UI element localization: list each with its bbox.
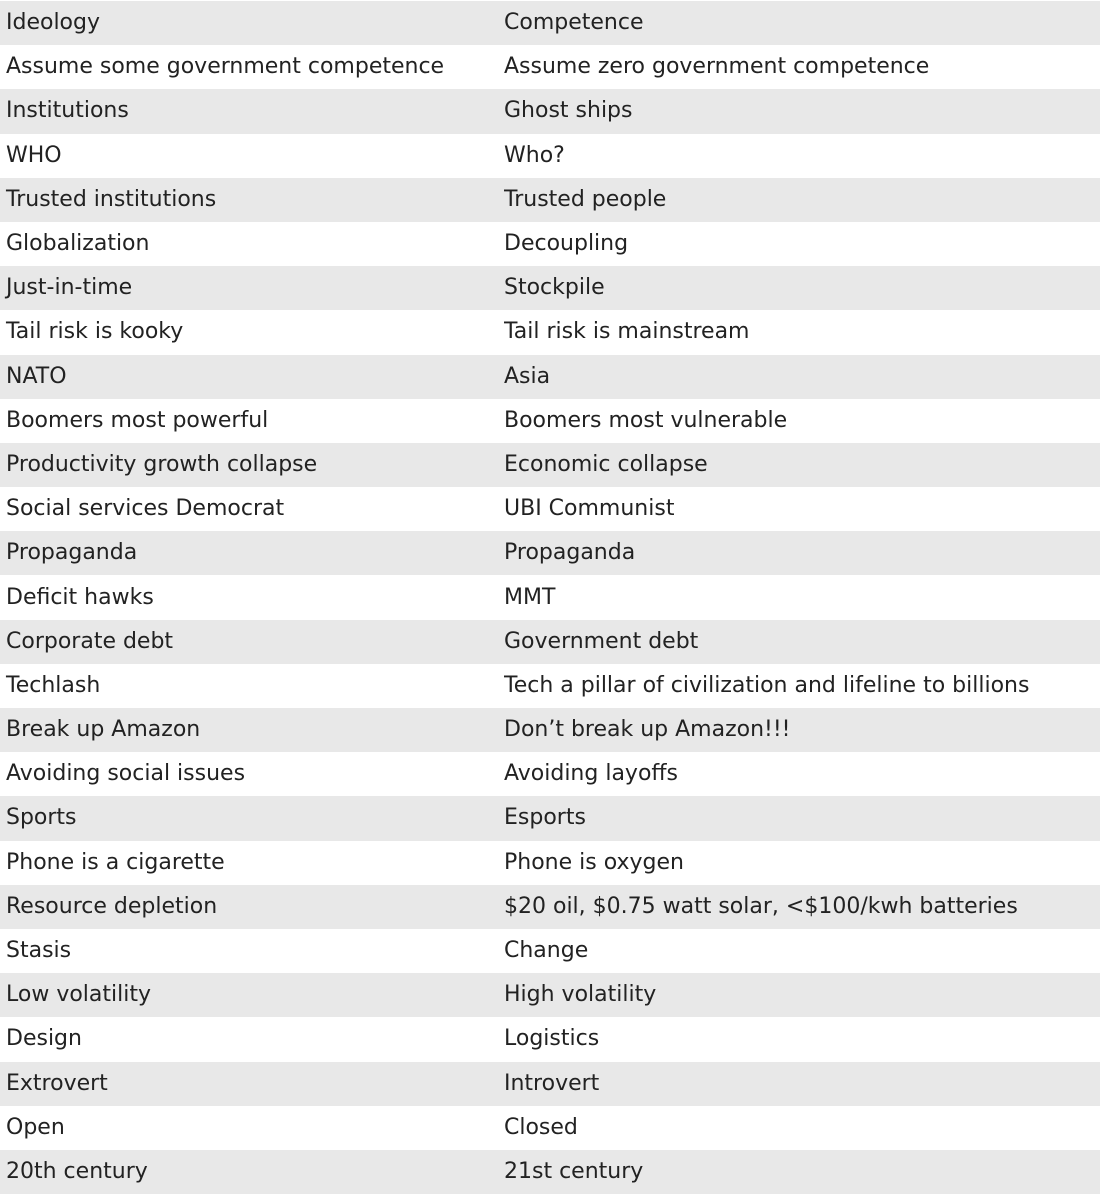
right-cell: Boomers most vulnerable — [504, 409, 788, 432]
table-row — [0, 664, 1100, 708]
table-row — [0, 1106, 1100, 1150]
left-cell: Just-in-time — [6, 277, 133, 300]
left-cell: Productivity growth collapse — [6, 453, 318, 476]
left-cell: Stasis — [6, 940, 72, 963]
right-cell: Government debt — [504, 630, 699, 653]
table-row — [0, 310, 1100, 354]
left-cell: Boomers most powerful — [6, 409, 269, 432]
left-cell: Extrovert — [6, 1072, 108, 1095]
table-row — [0, 399, 1100, 443]
right-cell: Asia — [504, 365, 551, 388]
left-cell: Trusted institutions — [6, 188, 217, 211]
left-cell: 20th century — [6, 1160, 148, 1183]
left-cell: Propaganda — [6, 542, 138, 565]
left-cell: Tail risk is kooky — [6, 321, 184, 344]
right-cell: Who? — [504, 144, 565, 167]
table-row — [0, 134, 1100, 178]
right-cell: 21st century — [504, 1160, 644, 1183]
table-row — [0, 796, 1100, 840]
right-cell: Closed — [504, 1116, 578, 1139]
table-row — [0, 266, 1100, 310]
right-cell: Avoiding layoffs — [504, 763, 679, 786]
right-cell: Competence — [504, 12, 644, 35]
right-cell: Phone is oxygen — [504, 851, 684, 874]
left-cell: WHO — [6, 144, 62, 167]
left-cell: Low volatility — [6, 984, 151, 1007]
left-cell: Resource depletion — [6, 895, 218, 918]
table-row — [0, 45, 1100, 89]
left-cell: Avoiding social issues — [6, 763, 246, 786]
left-cell: Social services Democrat — [6, 498, 285, 521]
right-cell: Change — [504, 940, 589, 963]
left-cell: Ideology — [6, 12, 101, 35]
right-cell: Stockpile — [504, 277, 605, 300]
left-cell: Techlash — [6, 674, 101, 697]
table-row — [0, 178, 1100, 222]
right-cell: Don’t break up Amazon!!! — [504, 719, 791, 742]
table-row — [0, 1150, 1100, 1194]
table-row — [0, 973, 1100, 1017]
right-cell: Tech a pillar of civilization and lifeline to billions — [504, 674, 1030, 697]
table-row — [0, 620, 1100, 664]
right-cell: Propaganda — [504, 542, 636, 565]
left-cell: NATO — [6, 365, 67, 388]
table-row — [0, 487, 1100, 531]
right-cell: Trusted people — [504, 188, 667, 211]
right-cell: Economic collapse — [504, 453, 708, 476]
table-row — [0, 929, 1100, 973]
right-cell: Introvert — [504, 1072, 600, 1095]
table-row — [0, 752, 1100, 796]
table-row — [0, 885, 1100, 929]
table-row — [0, 1, 1100, 45]
table-row — [0, 1062, 1100, 1106]
left-cell: Globalization — [6, 233, 150, 256]
right-cell: $20 oil, $0.75 watt solar, <$100/kwh batteries — [504, 895, 1018, 918]
left-cell: Open — [6, 1116, 65, 1139]
right-cell: Esports — [504, 807, 586, 830]
right-cell: Logistics — [504, 1028, 600, 1051]
left-cell: Assume some government competence — [6, 56, 445, 79]
table-row — [0, 443, 1100, 487]
right-cell: MMT — [504, 586, 556, 609]
table-row — [0, 355, 1100, 399]
table-row — [0, 1017, 1100, 1061]
left-cell: Corporate debt — [6, 630, 174, 653]
table-row — [0, 708, 1100, 752]
left-cell: Sports — [6, 807, 77, 830]
right-cell: Assume zero government competence — [504, 56, 930, 79]
right-cell: Ghost ships — [504, 100, 633, 123]
right-cell: Tail risk is mainstream — [504, 321, 750, 344]
table-row — [0, 575, 1100, 619]
left-cell: Institutions — [6, 100, 129, 123]
table-row — [0, 222, 1100, 266]
right-cell: Decoupling — [504, 233, 629, 256]
table-row — [0, 531, 1100, 575]
left-cell: Design — [6, 1028, 82, 1051]
left-cell: Break up Amazon — [6, 719, 201, 742]
table-row — [0, 841, 1100, 885]
right-cell: High volatility — [504, 984, 657, 1007]
table-row — [0, 89, 1100, 133]
left-cell: Deficit hawks — [6, 586, 154, 609]
right-cell: UBI Communist — [504, 498, 675, 521]
left-cell: Phone is a cigarette — [6, 851, 225, 874]
